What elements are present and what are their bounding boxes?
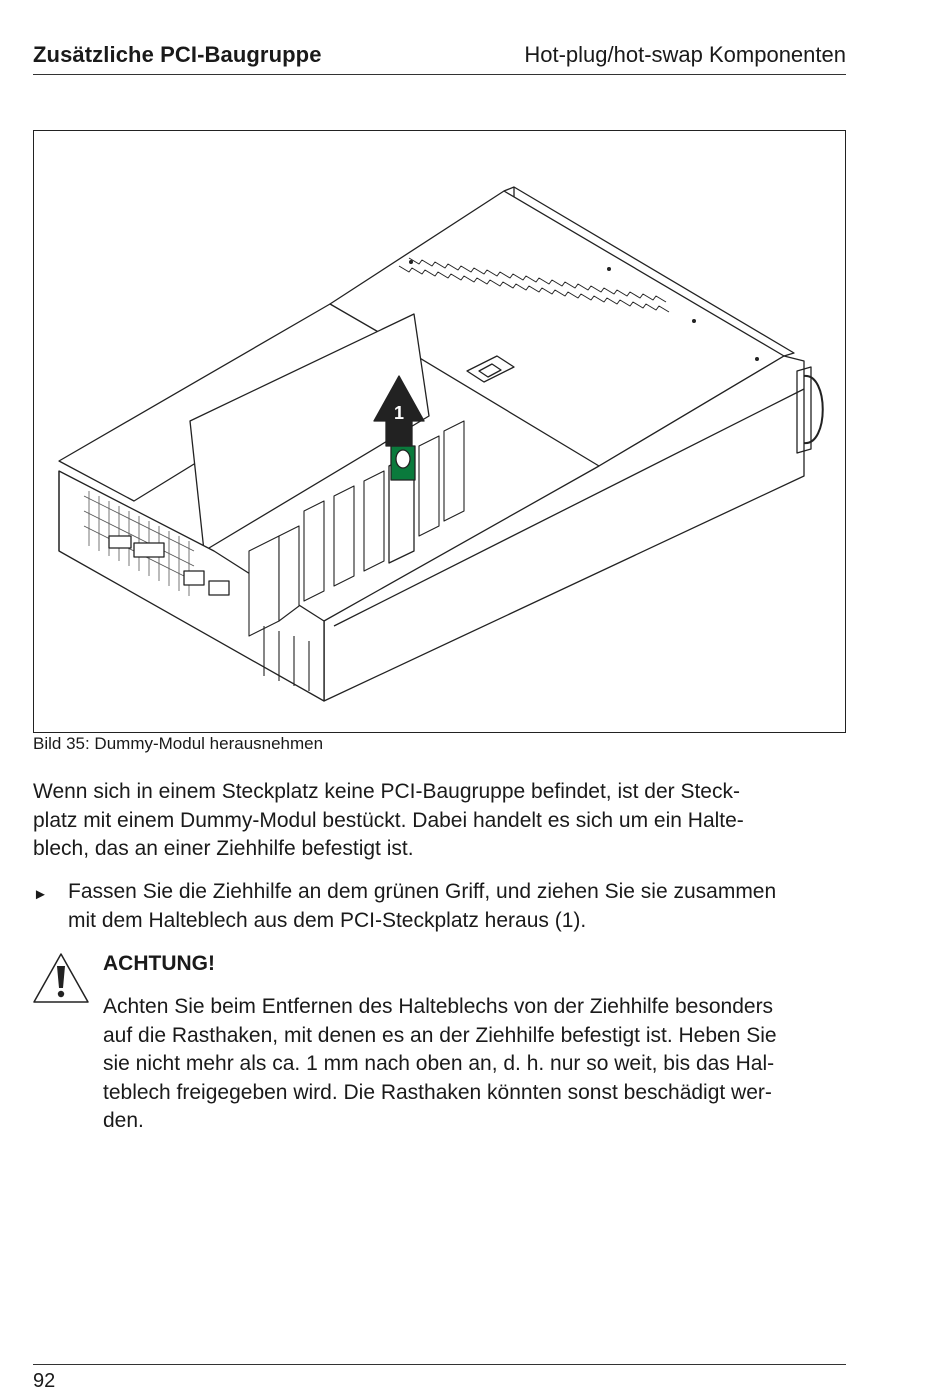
warning-title: ACHTUNG! [103,952,215,975]
body-line: Wenn sich in einem Steckplatz keine PCI-Baugruppe befindet, ist der Steck- [33,780,740,803]
figure-illustration [33,130,846,733]
body-paragraph [33,778,853,864]
body-line: platz mit einem Dummy-Modul bestückt. Dabei handelt es sich um ein Halte- [33,808,744,832]
warning-text [103,993,863,1136]
header-chapter-title: Hot-plug/hot-swap Komponenten [524,42,846,67]
header-divider [33,74,846,75]
step-line: mit dem Halteblech aus dem PCI-Steckplatz heraus (1). [68,908,587,932]
figure-callout-number: 1 [394,403,405,423]
body-line: blech, das an einer Ziehhilfe befestigt ist. [33,837,414,860]
step-marker-icon: ► [33,886,48,903]
warning-triangle-icon [32,952,90,1009]
header-section-title: Zusätzliche PCI-Baugruppe [33,42,322,67]
warning-line: auf die Rasthaken, mit denen es an der Ziehhilfe befestigt ist. Heben Sie [103,1023,777,1047]
step-instruction [68,878,858,935]
step-line: Fassen Sie die Ziehhilfe an dem grünen Griff, und ziehen Sie sie zusammen [68,880,777,903]
server-chassis-illustration [34,131,845,732]
warning-line: Achten Sie beim Entfernen des Halteblechs von der Ziehhilfe besonders [103,995,774,1018]
page-number: 92 [33,1370,56,1392]
warning-line: teblech freigegeben wird. Die Rasthaken könnten sonst beschädigt wer- [103,1080,772,1104]
footer-divider [33,1364,846,1365]
figure-caption: Bild 35: Dummy-Modul herausnehmen [33,734,324,753]
warning-line: sie nicht mehr als ca. 1 mm nach oben an, d. h. nur so weit, bis das Hal- [103,1052,775,1075]
warning-line: den. [103,1109,144,1132]
